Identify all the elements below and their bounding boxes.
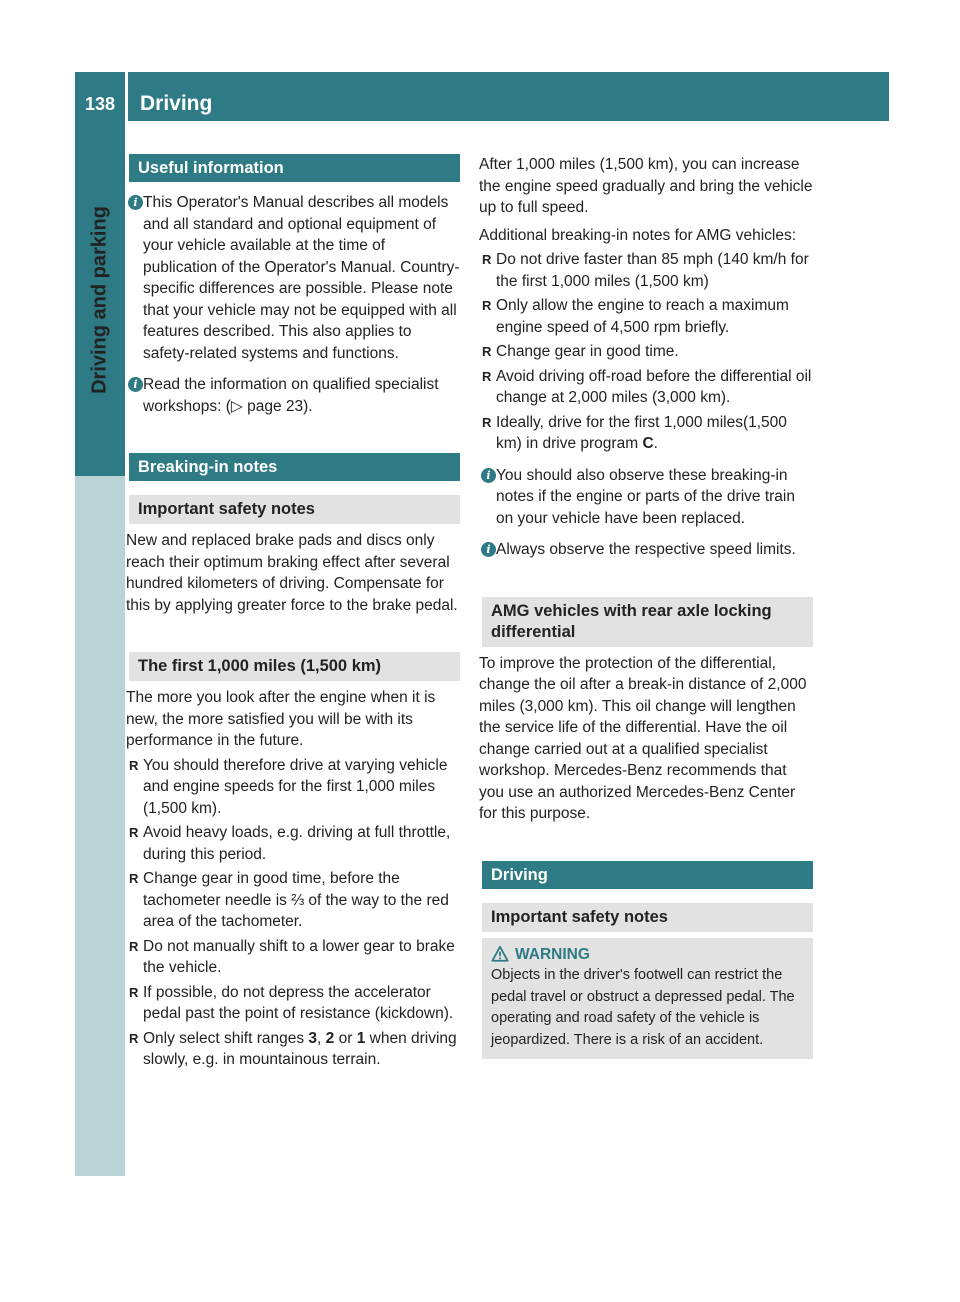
chapter-tab-label: Driving and parking — [88, 206, 111, 394]
bullet-marker-icon: R — [482, 252, 492, 267]
list-item — [126, 822, 460, 865]
driving-heading: Driving — [482, 861, 813, 889]
list-item — [479, 366, 813, 409]
info-icon: i — [128, 377, 143, 392]
info-icon: i — [481, 542, 496, 557]
list-item-text: Change gear in good time, before the tachometer needle is ⅔ of the way to the red area of the tachometer. — [143, 870, 449, 930]
bullet-marker-icon: R — [482, 368, 492, 384]
info-note-text: Always observe the respective speed limits. — [496, 541, 796, 558]
warning-box — [482, 938, 813, 1060]
info-note-text: This Operator's Manual describes all models and all standard and optional equipment of your vehicle available at the time of publication of the Operator's Manual. Country-specific differences are possible. Please note that your vehicle may not be equipped with all features described. This also applies to safety-related systems and functions. — [143, 194, 460, 362]
bullet-marker-icon: R — [129, 825, 139, 840]
info-note-text: You should also observe these breaking-in notes if the engine or parts of the drive train on your vehicle have been replaced. — [496, 466, 795, 527]
info-note — [479, 465, 813, 530]
info-icon: i — [481, 468, 496, 483]
list-item — [126, 755, 460, 820]
list-item — [479, 412, 813, 455]
list-item — [126, 936, 460, 979]
right-column — [479, 154, 813, 1059]
bullet-marker-icon: R — [129, 871, 139, 886]
list-item-text: Avoid heavy loads, e.g. driving at full throttle, during this period. — [143, 824, 451, 863]
driving-safety-heading: Important safety notes — [482, 903, 813, 932]
list-item — [126, 982, 460, 1025]
bullet-marker-icon: R — [129, 757, 139, 773]
list-item-text: If possible, do not depress the accelerator pedal past the point of resistance (kickdown). — [143, 983, 454, 1022]
first-miles-text: The more you look after the engine when it is new, the more satisfied you will be with its performance in the future. — [126, 689, 436, 749]
list-item — [126, 1028, 460, 1071]
list-item — [126, 868, 460, 933]
bullet-marker-icon: R — [482, 298, 492, 313]
bullet-marker-icon: R — [129, 938, 139, 954]
list-item-text: Only allow the engine to reach a maximum engine speed of 4,500 rpm briefly. — [496, 297, 789, 336]
list-item-text: Change gear in good time. — [496, 343, 679, 360]
info-note — [479, 539, 813, 561]
warning-triangle-icon — [491, 945, 509, 963]
warning-text: Objects in the driver's footwell can restrict the pedal travel or obstruct a depressed pedal. The operating and road safety of the vehicle is jeopardized. There is a risk of an accident. — [491, 967, 795, 1048]
page-title: Driving — [140, 92, 213, 115]
after-text: After 1,000 miles (1,500 km), you can increase the engine speed gradually and bring the vehicle up to full speed. — [479, 156, 813, 216]
bullet-marker-icon: R — [129, 1030, 139, 1046]
info-note — [126, 192, 460, 364]
info-icon: i — [128, 195, 143, 210]
list-item — [479, 341, 813, 363]
breaking-in-safety-text: New and replaced brake pads and discs only reach their optimum braking effect after several hundred kilometers of driving. Compensate for this by applying greater force to the brake pedal. — [126, 532, 458, 614]
bullet-marker-icon: R — [482, 344, 492, 359]
useful-information-heading: Useful information — [129, 154, 460, 182]
info-note-text: Read the information on qualified specialist workshops: (▷ page 23). — [143, 376, 439, 415]
amg-intro: Additional breaking-in notes for AMG vehicles: — [479, 226, 797, 244]
list-item-text: Do not manually shift to a lower gear to brake the vehicle. — [143, 937, 455, 976]
list-item-text: Ideally, drive for the first 1,000 miles(1,500 km) in drive program C. — [496, 413, 787, 452]
bullet-marker-icon: R — [129, 984, 139, 1000]
left-column — [126, 154, 460, 1071]
page-number: 138 — [84, 94, 116, 114]
list-item-text: Avoid driving off-road before the differential oil change at 2,000 miles (3,000 km). — [496, 367, 812, 406]
list-item-text: Do not drive faster than 85 mph (140 km/h for the first 1,000 miles (1,500 km) — [496, 251, 809, 290]
list-item-text: You should therefore drive at varying vehicle and engine speeds for the first 1,000 miles (1,500 km). — [143, 756, 448, 817]
info-note — [126, 374, 460, 417]
first-miles-heading: The first 1,000 miles (1,500 km) — [129, 652, 460, 681]
breaking-in-heading: Breaking-in notes — [129, 453, 460, 481]
breaking-in-safety-heading: Important safety notes — [129, 495, 460, 524]
chapter-tab-lower — [75, 476, 125, 1176]
amg-differential-text: To improve the protection of the differential, change the oil after a break-in distance of 2,000 miles (3,000 km). This oil change will lengthen the service life of the differential. Have the oil change carried out at a qualified specialist workshop. Mercedes-Benz recommends that you use an authorized Mercedes-Benz Center for this purpose. — [479, 654, 807, 822]
amg-differential-heading: AMG vehicles with rear axle locking differential — [482, 597, 813, 647]
header-divider — [125, 72, 128, 121]
list-item-text: Only select shift ranges 3, 2 or 1 when driving slowly, e.g. in mountainous terrain. — [143, 1029, 457, 1068]
warning-label: WARNING — [515, 945, 590, 963]
list-item — [479, 295, 813, 338]
list-item — [479, 249, 813, 292]
warning-header — [491, 944, 804, 966]
bullet-marker-icon: R — [482, 414, 492, 430]
